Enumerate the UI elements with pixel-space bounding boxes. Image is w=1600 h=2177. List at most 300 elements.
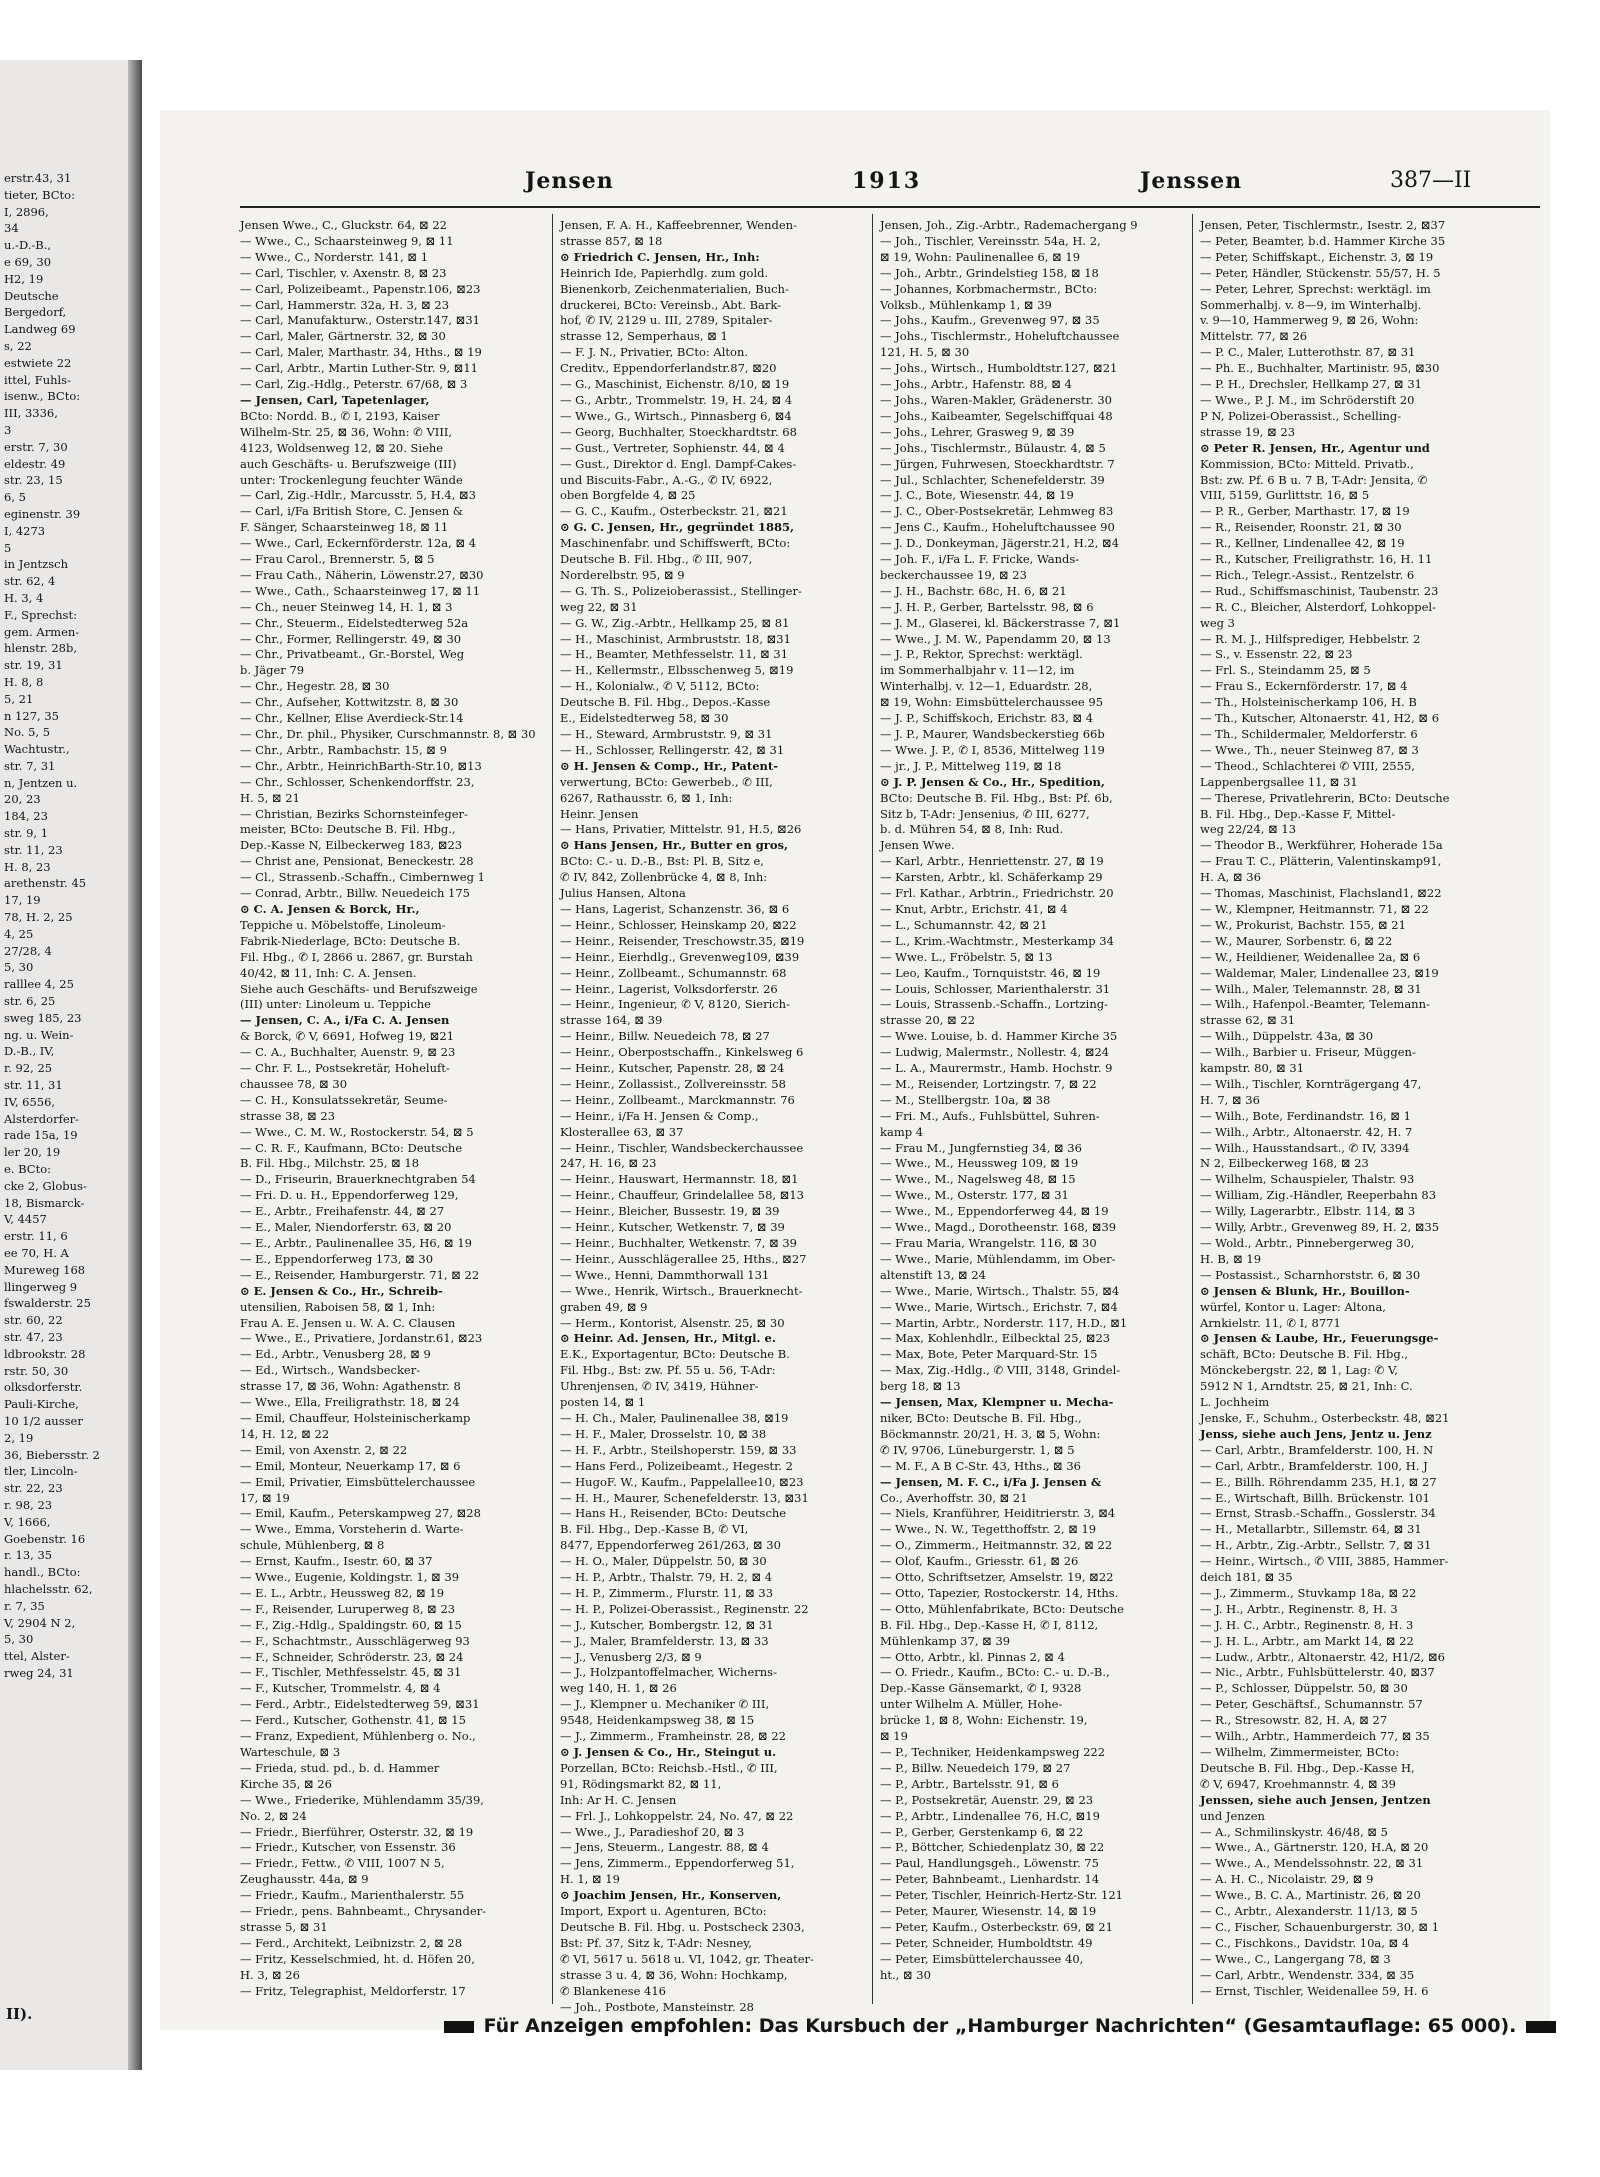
- directory-entry: — Ferd., Arbtr., Eidelstedterweg 59, ⊠31: [240, 1697, 480, 1712]
- directory-entry: — J., Maler, Bramfelderstr. 13, ⊠ 33: [560, 1633, 769, 1648]
- previous-page-line: r. 13, 35: [4, 1548, 53, 1563]
- directory-entry: — Chr., Dr. phil., Physiker, Curschmannstr. 8, ⊠ 30: [240, 727, 536, 741]
- column-divider: [1192, 214, 1193, 2004]
- previous-page-line: ldbrookstr. 28: [4, 1346, 86, 1361]
- previous-page-line: eginenstr. 39: [4, 506, 81, 521]
- directory-entry: — Ed., Arbtr., Venusberg 28, ⊠ 9: [240, 1347, 431, 1362]
- directory-entry: N 2, Eilbeckerweg 168, ⊠ 23: [1200, 1156, 1369, 1171]
- directory-entry: — Fritz, Kesselschmied, ht. d. Höfen 20,: [240, 1951, 475, 1966]
- directory-entry: Teppiche u. Möbelstoffe, Linoleum-: [240, 917, 446, 932]
- directory-entry: — Peter, Kaufm., Osterbeckstr. 69, ⊠ 21: [880, 1919, 1113, 1934]
- directory-entry: — Wwe., M., Eppendorferweg 44, ⊠ 19: [880, 1204, 1109, 1219]
- previous-page-line: 17, 19: [4, 893, 41, 908]
- previous-page-line: isenw., BCto:: [4, 389, 81, 404]
- previous-page-line: str. 19, 31: [4, 658, 63, 673]
- directory-entry: ✆ VI, 5617 u. 5618 u. VI, 1042, gr. Theater-: [560, 1951, 814, 1966]
- directory-entry: — Heinr., Zollbeamt., Marckmannstr. 76: [560, 1092, 795, 1107]
- directory-entry: — F., Tischler, Methfesselstr. 45, ⊠ 31: [240, 1665, 462, 1680]
- directory-entry: — J., Venusberg 2/3, ⊠ 9: [560, 1649, 702, 1664]
- directory-entry: — E., Eppendorferweg 173, ⊠ 30: [240, 1251, 434, 1266]
- previous-page-line: eldestr. 49: [4, 456, 66, 471]
- directory-entry: 5912 N 1, Arndtstr. 25, ⊠ 21, Inh: C.: [1200, 1379, 1413, 1394]
- directory-entry: — Waldemar, Maler, Lindenallee 23, ⊠19: [1200, 965, 1439, 980]
- directory-entry: — Otto, Tapezier, Rostockerstr. 14, Hths.: [880, 1585, 1119, 1600]
- directory-entry: — Gust., Vertreter, Sophienstr. 44, ⊠ 4: [560, 440, 785, 455]
- directory-entry: — Th., Kutscher, Altonaerstr. 41, H2, ⊠ 6: [1200, 711, 1440, 726]
- directory-entry: — H. P., Polizei-Oberassist., Reginenstr. 22: [560, 1601, 809, 1616]
- directory-entry: strasse 12, Semperhaus, ⊠ 1: [560, 329, 728, 344]
- directory-entry: — Wwe., C. M. W., Rostockerstr. 54, ⊠ 5: [240, 1124, 474, 1139]
- previous-page-line: Deutsche: [4, 288, 59, 303]
- directory-entry: Jenss, siehe auch Jens, Jentz u. Jenz: [1200, 1426, 1432, 1441]
- directory-entry: — Chr., Arbtr., Rambachstr. 15, ⊠ 9: [240, 742, 447, 757]
- directory-entry: Heinr. Jensen: [560, 806, 639, 821]
- directory-entry: — Wwe., Cath., Schaarsteinweg 17, ⊠ 11: [240, 583, 481, 598]
- directory-entry: BCto: Deutsche B. Fil. Hbg., Bst: Pf. 6b,: [880, 790, 1113, 805]
- directory-entry: — Peter, Schneider, Humboldtstr. 49: [880, 1935, 1093, 1950]
- previous-page-line: 3: [4, 422, 12, 437]
- directory-entry: strasse 5, ⊠ 31: [240, 1919, 328, 1934]
- directory-entry: — Heinr., Tischler, Wandsbeckerchaussee: [560, 1140, 804, 1155]
- directory-entry: — Nic., Arbtr., Fuhlsbüttelerstr. 40, ⊠37: [1200, 1665, 1435, 1680]
- directory-entry: — H. P., Arbtr., Thalstr. 79, H. 2, ⊠ 4: [560, 1570, 773, 1585]
- directory-entry: Jensen Wwe.: [880, 838, 955, 853]
- directory-entry: — Willy, Lagerarbtr., Elbstr. 114, ⊠ 3: [1200, 1204, 1416, 1219]
- directory-entry: — P., Schlosser, Düppelstr. 50, ⊠ 30: [1200, 1681, 1408, 1696]
- directory-entry: H. A, ⊠ 36: [1200, 870, 1261, 885]
- directory-entry: — Heinr., Zollbeamt., Schumannstr. 68: [560, 965, 787, 980]
- directory-entry: Warteschule, ⊠ 3: [240, 1745, 341, 1759]
- directory-entry: — P., Billw. Neuedeich 179, ⊠ 27: [880, 1760, 1071, 1775]
- directory-entry: — Ernst, Kaufm., Isestr. 60, ⊠ 37: [240, 1554, 433, 1569]
- directory-entry: — Theodor B., Werkführer, Hoherade 15a: [1200, 838, 1443, 853]
- previous-page-line: erstr.43, 31: [4, 171, 72, 185]
- directory-entry: — J. H., Bachstr. 68c, H. 6, ⊠ 21: [880, 583, 1067, 598]
- directory-entry: — Wwe., M., Heussweg 109, ⊠ 19: [880, 1156, 1079, 1171]
- directory-entry: chaussee 78, ⊠ 30: [240, 1076, 348, 1091]
- directory-entry: — Heinr., Kutscher, Papenstr. 28, ⊠ 24: [560, 1061, 785, 1076]
- directory-entry: — William, Zig.-Händler, Reeperbahn 83: [1200, 1188, 1437, 1203]
- directory-entry: — Wold., Arbtr., Pinnebergerweg 30,: [1200, 1236, 1415, 1250]
- directory-entry: — P., Böttcher, Schiedenplatz 30, ⊠ 22: [880, 1840, 1105, 1855]
- directory-entry: — E., Arbtr., Freihafenstr. 44, ⊠ 27: [240, 1204, 445, 1219]
- directory-entry: — Carl, i/Fa British Store, C. Jensen &: [240, 504, 464, 519]
- directory-entry: — HugoF. W., Kaufm., Pappelallee10, ⊠23: [560, 1474, 804, 1489]
- directory-entry: P N, Polizei-Oberassist., Schelling-: [1200, 408, 1402, 423]
- directory-entry: — Ernst, Tischler, Weidenallee 59, H. 6: [1200, 1983, 1429, 1998]
- directory-entry: — Wilhelm, Schauspieler, Thalstr. 93: [1200, 1172, 1415, 1187]
- directory-entry: — Joh., Arbtr., Grindelstieg 158, ⊠ 18: [880, 265, 1099, 280]
- directory-entry: 40/42, ⊠ 11, Inh: C. A. Jensen.: [240, 965, 417, 980]
- header-right-word: Jenssen: [1140, 168, 1243, 194]
- directory-entry: — J. M., Glaserei, kl. Bäckerstrasse 7, ⊠1: [880, 615, 1121, 630]
- directory-entry: — Jensen, M. F. C., i/Fa J. Jensen &: [880, 1474, 1102, 1489]
- directory-entry: strasse 17, ⊠ 36, Wohn: Agathenstr. 8: [240, 1379, 461, 1394]
- directory-entry: — J., Holzpantoffelmacher, Wicherns-: [560, 1665, 777, 1680]
- directory-entry: weg 140, H. 1, ⊠ 26: [560, 1681, 677, 1696]
- directory-entry: H. 3, ⊠ 26: [240, 1967, 300, 1982]
- directory-entry: — Carl, Hammerstr. 32a, H. 3, ⊠ 23: [240, 297, 450, 312]
- directory-column-1: [240, 218, 545, 1998]
- previous-page-line: str. 11, 31: [4, 1078, 63, 1093]
- previous-page-line: Mureweg 168: [4, 1262, 86, 1277]
- directory-entry: — O., Zimmerm., Heitmannstr. 32, ⊠ 22: [880, 1538, 1113, 1553]
- previous-page-line: u.-D.-B.,: [4, 238, 52, 253]
- directory-entry: — Wilhelm, Zimmermeister, BCto:: [1200, 1745, 1400, 1759]
- directory-entry: — Emil, Privatier, Eimsbüttelerchaussee: [240, 1474, 476, 1489]
- directory-entry: — C. R. F., Kaufmann, BCto: Deutsche: [240, 1140, 463, 1155]
- footer-ad-text: Für Anzeigen empfohlen: Das Kursbuch der „Hamburger Nachrichten“ (Gesamtauflage: 65 000).: [483, 2015, 1517, 2037]
- directory-entry: Fil. Hbg., Bst: zw. Pf. 55 u. 56, T-Adr:: [560, 1363, 776, 1378]
- previous-page-line: str. 60, 22: [4, 1313, 63, 1328]
- directory-entry: strasse 3 u. 4, ⊠ 36, Wohn: Hochkamp,: [560, 1967, 788, 1982]
- directory-entry: — Hans Ferd., Polizeibeamt., Hegestr. 2: [560, 1458, 793, 1473]
- directory-entry: — Th., Schildermaler, Meldorferstr. 6: [1200, 727, 1418, 741]
- directory-entry: — Wwe. Louise, b. d. Hammer Kirche 35: [880, 1029, 1118, 1044]
- directory-entry: ⊙ Hans Jensen, Hr., Butter en gros,: [560, 838, 788, 853]
- directory-entry: — Wwe., M., Nagelsweg 48, ⊠ 15: [880, 1172, 1076, 1187]
- directory-entry: — Friedr., Kutscher, von Essenstr. 36: [240, 1840, 456, 1855]
- previous-page-line: erstr. 11, 6: [4, 1229, 68, 1244]
- directory-entry: — Joh., Tischler, Vereinsstr. 54a, H. 2,: [880, 233, 1101, 248]
- directory-entry: — W., Prokurist, Bachstr. 155, ⊠ 21: [1200, 917, 1406, 932]
- directory-entry: — J. H. P., Gerber, Bartelsstr. 98, ⊠ 6: [880, 599, 1094, 614]
- previous-page-line: 18, Bismarck-: [4, 1195, 85, 1210]
- directory-entry: — Frau T. C., Plätterin, Valentinskamp91,: [1200, 854, 1442, 869]
- directory-entry: beckerchaussee 19, ⊠ 23: [880, 567, 1027, 582]
- previous-page-line: erstr. 7, 30: [4, 439, 68, 454]
- previous-page-line: 5, 21: [4, 691, 34, 706]
- previous-page-line: r. 92, 25: [4, 1061, 53, 1076]
- directory-entry: — W., Heildiener, Weidenallee 2a, ⊠ 6: [1200, 949, 1421, 964]
- directory-entry: — J. P., Rektor, Sprechst: werktägl.: [880, 647, 1083, 662]
- directory-entry: unter Wilhelm A. Müller, Hohe-: [880, 1697, 1063, 1712]
- previous-page-line: olksdorferstr.: [4, 1380, 83, 1395]
- directory-entry: Deutsche B. Fil. Hbg. u. Postscheck 2303,: [560, 1919, 805, 1934]
- directory-entry: — P., Arbtr., Lindenallee 76, H.C, ⊠19: [880, 1808, 1100, 1823]
- directory-entry: — P. H., Drechsler, Hellkamp 27, ⊠ 31: [1200, 377, 1422, 392]
- previous-page-line: 5: [4, 540, 12, 555]
- directory-entry: — Chr., Steuerm., Eidelstedterweg 52a: [240, 615, 469, 630]
- directory-entry: — Wwe., E., Privatiere, Jordanstr.61, ⊠23: [240, 1331, 483, 1346]
- directory-entry: — Heinr., Chauffeur, Grindelallee 58, ⊠13: [560, 1188, 804, 1203]
- previous-page-line: Alsterdorfer-: [4, 1111, 80, 1126]
- directory-entry: — J. D., Donkeyman, Jägerstr.21, H.2, ⊠4: [880, 536, 1120, 551]
- directory-entry: BCto: C.- u. D.-B., Bst: Pl. B, Sitz e,: [560, 854, 764, 869]
- directory-entry: Dep.-Kasse N, Eilbeckerweg 183, ⊠23: [240, 838, 463, 853]
- directory-entry: — Wwe., Henrik, Wirtsch., Brauerknecht-: [560, 1283, 803, 1298]
- directory-entry: — Heinr., Lagerist, Volksdorferstr. 26: [560, 981, 778, 996]
- directory-entry: — Jens, Steuerm., Langestr. 88, ⊠ 4: [560, 1840, 769, 1855]
- directory-entry: ✆ Blankenese 416: [560, 1983, 666, 1998]
- directory-entry: — Rud., Schiffsmaschinist, Taubenstr. 23: [1200, 583, 1439, 598]
- directory-entry: Zeughausstr. 44a, ⊠ 9: [240, 1872, 369, 1887]
- directory-entry: — Fritz, Telegraphist, Meldorferstr. 17: [240, 1983, 466, 1998]
- directory-entry: — G., Arbtr., Trommelstr. 19, H. 24, ⊠ 4: [560, 392, 793, 407]
- directory-entry: — Chr., Hegestr. 28, ⊠ 30: [240, 679, 390, 694]
- directory-entry: — Willy, Arbtr., Grevenweg 89, H. 2, ⊠35: [1200, 1220, 1440, 1235]
- previous-page-line: I, 4273: [4, 523, 46, 538]
- footer-advertisement: [410, 2015, 1590, 2037]
- directory-entry: graben 49, ⊠ 9: [560, 1299, 648, 1314]
- directory-entry: — Ernst, Strasb.-Schaffn., Gosslerstr. 34: [1200, 1506, 1436, 1521]
- directory-entry: — R., Reisender, Roonstr. 21, ⊠ 30: [1200, 520, 1402, 535]
- directory-entry: — R., Stresowstr. 82, H. A, ⊠ 27: [1200, 1713, 1388, 1728]
- directory-entry: — E., Arbtr., Paulinenallee 35, H6, ⊠ 19: [240, 1236, 472, 1250]
- directory-entry: — Heinr., Reisender, Treschowstr.35, ⊠19: [560, 933, 805, 948]
- directory-entry: — Frl. S., Steindamm 25, ⊠ 5: [1200, 663, 1371, 678]
- directory-entry: — P. C., Maler, Lutterothstr. 87, ⊠ 31: [1200, 345, 1416, 360]
- directory-entry: — Wilh., Tischler, Kornträgergang 47,: [1200, 1076, 1422, 1091]
- column-divider: [552, 214, 553, 2004]
- directory-entry: — Carl, Manufakturw., Osterstr.147, ⊠31: [240, 313, 480, 328]
- directory-entry: — S., v. Essenstr. 22, ⊠ 23: [1200, 647, 1353, 662]
- previous-page-line: Goebenstr. 16: [4, 1531, 86, 1546]
- directory-entry: — Fri. D. u. H., Eppendorferweg 129,: [240, 1188, 459, 1203]
- directory-entry: & Borck, ✆ V, 6691, Hofweg 19, ⊠21: [240, 1029, 455, 1044]
- directory-entry: — Karsten, Arbtr., kl. Schäferkamp 29: [880, 870, 1103, 885]
- directory-entry: ⊙ Peter R. Jensen, Hr., Agentur und: [1200, 440, 1430, 455]
- previous-page-line: cke 2, Globus-: [4, 1178, 87, 1193]
- directory-entry: — Conrad, Arbtr., Billw. Neuedeich 175: [240, 886, 470, 901]
- previous-page-line: Pauli-Kirche,: [4, 1397, 79, 1412]
- directory-entry: ⊙ Friedrich C. Jensen, Hr., Inh:: [560, 249, 760, 264]
- directory-entry: — Knut, Arbtr., Erichstr. 41, ⊠ 4: [880, 901, 1068, 916]
- previous-page-line: H. 3, 4: [4, 590, 44, 605]
- directory-entry: Klosterallee 63, ⊠ 37: [560, 1124, 684, 1139]
- directory-entry: ⊙ G. C. Jensen, Hr., gegründet 1885,: [560, 520, 795, 535]
- directory-entry: — Wwe., Eugenie, Koldingstr. 1, ⊠ 39: [240, 1570, 460, 1585]
- directory-entry: Bienenkorb, Zeichenmaterialien, Buch-: [560, 281, 789, 296]
- directory-entry: — Joh. F., i/Fa L. F. Fricke, Wands-: [880, 552, 1080, 567]
- directory-entry: — Jensen, Carl, Tapetenlager,: [240, 392, 430, 407]
- previous-page-edge: [0, 60, 142, 2070]
- directory-entry: strasse 20, ⊠ 22: [880, 1013, 976, 1028]
- directory-entry: — P., Postsekretär, Auenstr. 29, ⊠ 23: [880, 1792, 1094, 1807]
- header-year: 1913: [852, 168, 922, 194]
- directory-entry: — Heinr., Billw. Neuedeich 78, ⊠ 27: [560, 1029, 770, 1044]
- directory-entry: B. Fil. Hbg., Milchstr. 25, ⊠ 18: [240, 1156, 420, 1171]
- directory-entry: — Rich., Telegr.-Assist., Rentzelstr. 6: [1200, 567, 1415, 582]
- directory-entry: Jenske, F., Schuhm., Osterbeckstr. 48, ⊠21: [1200, 1410, 1450, 1425]
- directory-entry: — Carl, Zig.-Hdlg., Peterstr. 67/68, ⊠ 3: [240, 377, 468, 392]
- directory-entry: — J. C., Ober-Postsekretär, Lehmweg 83: [880, 504, 1114, 519]
- directory-entry: druckerei, BCto: Vereinsb., Abt. Bark-: [560, 297, 782, 312]
- directory-entry: — H., Schlosser, Rellingerstr. 42, ⊠ 31: [560, 742, 785, 757]
- directory-entry: — Friedr., Bierführer, Osterstr. 32, ⊠ 19: [240, 1824, 474, 1839]
- directory-entry: — Ferd., Kutscher, Gothenstr. 41, ⊠ 15: [240, 1713, 466, 1728]
- directory-entry: — H. F., Arbtr., Steilshoperstr. 159, ⊠ 33: [560, 1442, 797, 1457]
- directory-entry: 9548, Heidenkampsweg 38, ⊠ 15: [560, 1713, 755, 1728]
- directory-entry: — P., Arbtr., Bartelsstr. 91, ⊠ 6: [880, 1776, 1059, 1791]
- directory-entry: — Jul., Schlachter, Schenefelderstr. 39: [880, 472, 1105, 487]
- previous-page-line: 27/28, 4: [4, 943, 52, 958]
- previous-page-line: D.-B., IV,: [4, 1044, 55, 1059]
- directory-entry: — Heinr., Eierhdlg., Grevenweg109, ⊠39: [560, 949, 800, 964]
- directory-entry: — H. H., Maurer, Schenefelderstr. 13, ⊠31: [560, 1490, 809, 1505]
- directory-entry: — Wilh., Hausstandsart., ✆ IV, 3394: [1200, 1140, 1410, 1155]
- directory-entry: BCto: Nordd. B., ✆ I, 2193, Kaiser: [240, 408, 440, 423]
- directory-entry: und Biscuits-Fabr., A.-G., ✆ IV, 6922,: [560, 472, 773, 487]
- previous-page-line: tler, Lincoln-: [4, 1464, 78, 1479]
- directory-entry: — Wwe., Marie, Wirtsch., Erichstr. 7, ⊠4: [880, 1299, 1118, 1314]
- directory-entry: — J., Zimmerm., Framheinstr. 28, ⊠ 22: [560, 1729, 786, 1744]
- directory-entry: — Emil, Kaufm., Peterskampweg 27, ⊠28: [240, 1506, 481, 1521]
- directory-entry: — Jens, Zimmerm., Eppendorferweg 51,: [560, 1856, 795, 1871]
- previous-page-line: ng. u. Wein-: [4, 1027, 74, 1042]
- directory-entry: — Carl, Arbtr., Martin Luther-Str. 9, ⊠11: [240, 361, 478, 376]
- directory-entry: — Chr., Aufseher, Kottwitzstr. 8, ⊠ 30: [240, 695, 459, 710]
- directory-entry: — G., Maschinist, Eichenstr. 8/10, ⊠ 19: [560, 377, 790, 392]
- directory-entry: — J. P., Schiffskoch, Erichstr. 83, ⊠ 4: [880, 711, 1094, 726]
- directory-entry: — Jensen, Max, Klempner u. Mecha-: [880, 1395, 1114, 1410]
- directory-entry: — Frl. Kathar., Arbtrin., Friedrichstr. 20: [880, 886, 1114, 901]
- directory-entry: — Ferd., Architekt, Leibnizstr. 2, ⊠ 28: [240, 1935, 463, 1950]
- header-page-number: 387—II: [1390, 168, 1472, 193]
- previous-page-line: H. 8, 23: [4, 859, 51, 874]
- previous-page-line: ler 20, 19: [4, 1145, 61, 1160]
- previous-page-line: ralllee 4, 25: [4, 977, 74, 992]
- previous-page-line: str. 62, 4: [4, 574, 56, 589]
- directory-entry: — H. F., Maler, Drosselstr. 10, ⊠ 38: [560, 1426, 767, 1441]
- directory-entry: posten 14, ⊠ 1: [560, 1395, 646, 1410]
- directory-entry: — E., Reisender, Hamburgerstr. 71, ⊠ 22: [240, 1267, 480, 1282]
- directory-entry: ⊙ Jensen & Laube, Hr., Feuerungsge-: [1200, 1331, 1439, 1346]
- directory-entry: schäft, BCto: Deutsche B. Fil. Hbg.,: [1200, 1347, 1409, 1362]
- directory-entry: — Louis, Schlosser, Marienthalerstr. 31: [880, 981, 1111, 996]
- directory-entry: meister, BCto: Deutsche B. Fil. Hbg.,: [240, 822, 456, 837]
- directory-entry: — M. F., A B C-Str. 43, Hths., ⊠ 36: [880, 1458, 1081, 1473]
- directory-entry: — J. C., Bote, Wiesenstr. 44, ⊠ 19: [880, 488, 1074, 503]
- directory-entry: — Johs., Wirtsch., Humboldtstr.127, ⊠21: [880, 361, 1118, 376]
- directory-entry: (III) unter: Linoleum u. Teppiche: [240, 997, 431, 1012]
- directory-entry: — Wwe., Th., neuer Steinweg 87, ⊠ 3: [1200, 742, 1419, 757]
- directory-entry: H. 7, ⊠ 36: [1200, 1092, 1260, 1107]
- directory-entry: — Herm., Kontorist, Alsenstr. 25, ⊠ 30: [560, 1315, 785, 1330]
- directory-entry: — M., Reisender, Lortzingstr. 7, ⊠ 22: [880, 1076, 1097, 1091]
- directory-entry: — R., Kellner, Lindenallee 42, ⊠ 19: [1200, 536, 1405, 551]
- directory-entry: Wilhelm-Str. 25, ⊠ 36, Wohn: ✆ VIII,: [240, 424, 453, 439]
- directory-entry: — Cl., Strassenb.-Schaffn., Cimbernweg 1: [240, 870, 485, 885]
- directory-entry: — Wilh., Barbier u. Friseur, Müggen-: [1200, 1045, 1416, 1060]
- previous-page-line: H2, 19: [4, 271, 44, 286]
- directory-entry: — W., Maurer, Sorbenstr. 6, ⊠ 22: [1200, 933, 1393, 948]
- directory-entry: — Chr., Schlosser, Schenkendorffstr. 23,: [240, 774, 475, 789]
- directory-page: [160, 110, 1550, 2037]
- directory-entry: — Peter, Lehrer, Sprechst: werktägl. im: [1200, 281, 1431, 296]
- previous-page-line: Wachtustr.,: [4, 742, 70, 757]
- directory-entry: — C., Fischer, Schauenburgerstr. 30, ⊠ 1: [1200, 1919, 1440, 1934]
- previous-page-line: in Jentzsch: [4, 557, 68, 572]
- previous-page-line: rstr. 50, 30: [4, 1363, 69, 1378]
- directory-entry: Bst: zw. Pf. 6 B u. 7 B, T-Adr: Jensita, ✆: [1200, 472, 1428, 487]
- previous-page-line: estwiete 22: [4, 355, 72, 370]
- directory-entry: Frau A. E. Jensen u. W. A. C. Clausen: [240, 1315, 456, 1330]
- directory-entry: — P., Techniker, Heidenkampsweg 222: [880, 1745, 1106, 1759]
- directory-entry: — G. C., Kaufm., Osterbeckstr. 21, ⊠21: [560, 504, 788, 519]
- directory-entry: Uhrenjensen, ✆ IV, 3419, Hühner-: [560, 1379, 759, 1394]
- directory-entry: — Otto, Schriftsetzer, Amselstr. 19, ⊠22: [880, 1570, 1114, 1585]
- directory-entry: — Carl, Polizeibeamt., Papenstr.106, ⊠23: [240, 281, 481, 296]
- directory-entry: v. 9—10, Hammerweg 9, ⊠ 26, Wohn:: [1200, 313, 1419, 328]
- directory-entry: H. B, ⊠ 19: [1200, 1251, 1262, 1266]
- previous-page-line: str. 6, 25: [4, 994, 56, 1009]
- directory-entry: — Frau S., Eckernförderstr. 17, ⊠ 4: [1200, 679, 1408, 694]
- previous-page-line: rade 15a, 19: [4, 1128, 78, 1143]
- directory-entry: — jr., J. P., Mittelweg 119, ⊠ 18: [880, 758, 1062, 773]
- directory-entry: — Friedr., Kaufm., Marienthalerstr. 55: [240, 1888, 465, 1903]
- directory-entry: Siehe auch Geschäfts- und Berufszweige: [240, 981, 478, 996]
- directory-entry: — H. O., Maler, Düppelstr. 50, ⊠ 30: [560, 1554, 767, 1569]
- directory-entry: — Friedr., Fettw., ✆ VIII, 1007 N 5,: [240, 1856, 445, 1871]
- directory-entry: — F., Reisender, Luruperweg 8, ⊠ 23: [240, 1601, 456, 1616]
- directory-entry: — F. J. N., Privatier, BCto: Alton.: [560, 345, 749, 360]
- directory-entry: Mönckebergstr. 22, ⊠ 1, Lag: ✆ V,: [1200, 1363, 1398, 1378]
- previous-page-line: n, Jentzen u.: [4, 775, 78, 790]
- directory-entry: Heinrich Ide, Papierhdlg. zum gold.: [560, 265, 769, 280]
- directory-entry: — Wwe., Ella, Freiligrathstr. 18, ⊠ 24: [240, 1395, 460, 1410]
- directory-entry: — Wwe., Emma, Vorsteherin d. Warte-: [240, 1522, 464, 1537]
- directory-entry: — Friedr., pens. Bahnbeamt., Chrysander-: [240, 1904, 487, 1919]
- directory-entry: — Heinr., Oberpostschaffn., Kinkelsweg 6: [560, 1045, 804, 1060]
- directory-entry: — J. H. L., Arbtr., am Markt 14, ⊠ 22: [1200, 1633, 1414, 1648]
- directory-entry: — Christ ane, Pensionat, Beneckestr. 28: [240, 854, 474, 869]
- directory-entry: — J., Zimmerm., Stuvkamp 18a, ⊠ 22: [1200, 1585, 1417, 1600]
- directory-entry: 14, H. 12, ⊠ 22: [240, 1426, 330, 1441]
- previous-page-line: str. 23, 15: [4, 473, 63, 488]
- directory-entry: ⊙ Heinr. Ad. Jensen, Hr., Mitgl. e.: [560, 1331, 776, 1346]
- directory-entry: H. 1, ⊠ 19: [560, 1872, 620, 1887]
- directory-entry: — Wwe., A., Mendelssohnstr. 22, ⊠ 31: [1200, 1856, 1424, 1871]
- directory-entry: — Carl, Zig.-Hdlr., Marcusstr. 5, H.4, ⊠3: [240, 488, 476, 503]
- directory-entry: — Wwe., A., Gärtnerstr. 120, H.A, ⊠ 20: [1200, 1840, 1429, 1855]
- directory-entry: — Carl, Tischler, v. Axenstr. 8, ⊠ 23: [240, 265, 447, 280]
- directory-entry: — H., Beamter, Methfesselstr. 11, ⊠ 31: [560, 647, 789, 662]
- directory-entry: ⊠ 19, Wohn: Paulinenallee 6, ⊠ 19: [880, 249, 1081, 264]
- directory-entry: Jensen Wwe., C., Gluckstr. 64, ⊠ 22: [240, 218, 447, 232]
- directory-entry: b. Jäger 79: [240, 663, 305, 678]
- directory-entry: — Johs., Tischlermstr., Hoheluftchaussee: [880, 329, 1120, 344]
- directory-entry: — L., Krim.-Wachtmstr., Mesterkamp 34: [880, 933, 1114, 948]
- directory-entry: — Max, Bote, Peter Marquard-Str. 15: [880, 1347, 1098, 1362]
- directory-entry: — Olof, Kaufm., Griesstr. 61, ⊠ 26: [880, 1554, 1079, 1569]
- previous-page-line: 6, 5: [4, 490, 26, 505]
- directory-entry: — Fri. M., Aufs., Fuhlsbüttel, Suhren-: [880, 1108, 1100, 1123]
- previous-page-line: hlenstr. 28b,: [4, 641, 78, 656]
- directory-entry: — Johannes, Korbmachermstr., BCto:: [880, 281, 1098, 296]
- directory-entry: — C., Arbtr., Alexanderstr. 11/13, ⊠ 5: [1200, 1904, 1418, 1919]
- directory-entry: 4123, Woldsenweg 12, ⊠ 20. Siehe: [240, 440, 444, 455]
- directory-entry: — H., Kolonialw., ✆ V, 5112, BCto:: [560, 679, 760, 694]
- directory-entry: würfel, Kontor u. Lager: Altona,: [1200, 1299, 1386, 1314]
- directory-entry: — Johs., Tischlermstr., Bülaustr. 4, ⊠ 5: [880, 440, 1106, 455]
- previous-page-line: e 69, 30: [4, 254, 52, 269]
- directory-entry: — Johs., Kaibeamter, Segelschiffquai 48: [880, 408, 1113, 423]
- directory-entry: — Carl, Maler, Marthastr. 34, Hths., ⊠ 19: [240, 345, 482, 360]
- directory-entry: — Wwe., Carl, Eckernförderstr. 12a, ⊠ 4: [240, 536, 477, 551]
- directory-entry: 17, ⊠ 19: [240, 1490, 290, 1505]
- directory-entry: Porzellan, BCto: Reichsb.-Hstl., ✆ III,: [560, 1760, 778, 1775]
- directory-entry: — Chr., Kellner, Elise Averdieck-Str.14: [240, 711, 464, 726]
- directory-column-4: [1200, 218, 1505, 1998]
- directory-entry: — Peter, Schiffskapt., Eichenstr. 3, ⊠ 19: [1200, 249, 1434, 264]
- directory-entry: Lappenbergsallee 11, ⊠ 31: [1200, 774, 1358, 789]
- previous-page-line: ittel, Fuhls-: [4, 372, 71, 387]
- previous-page-line: 5, 30: [4, 960, 34, 975]
- directory-entry: Sommerhalbj. v. 8—9, im Winterhalbj.: [1200, 297, 1422, 312]
- directory-entry: — Wwe., Magd., Dorotheenstr. 168, ⊠39: [880, 1220, 1117, 1235]
- directory-entry: — Wwe. L., Fröbelstr. 5, ⊠ 13: [880, 949, 1053, 964]
